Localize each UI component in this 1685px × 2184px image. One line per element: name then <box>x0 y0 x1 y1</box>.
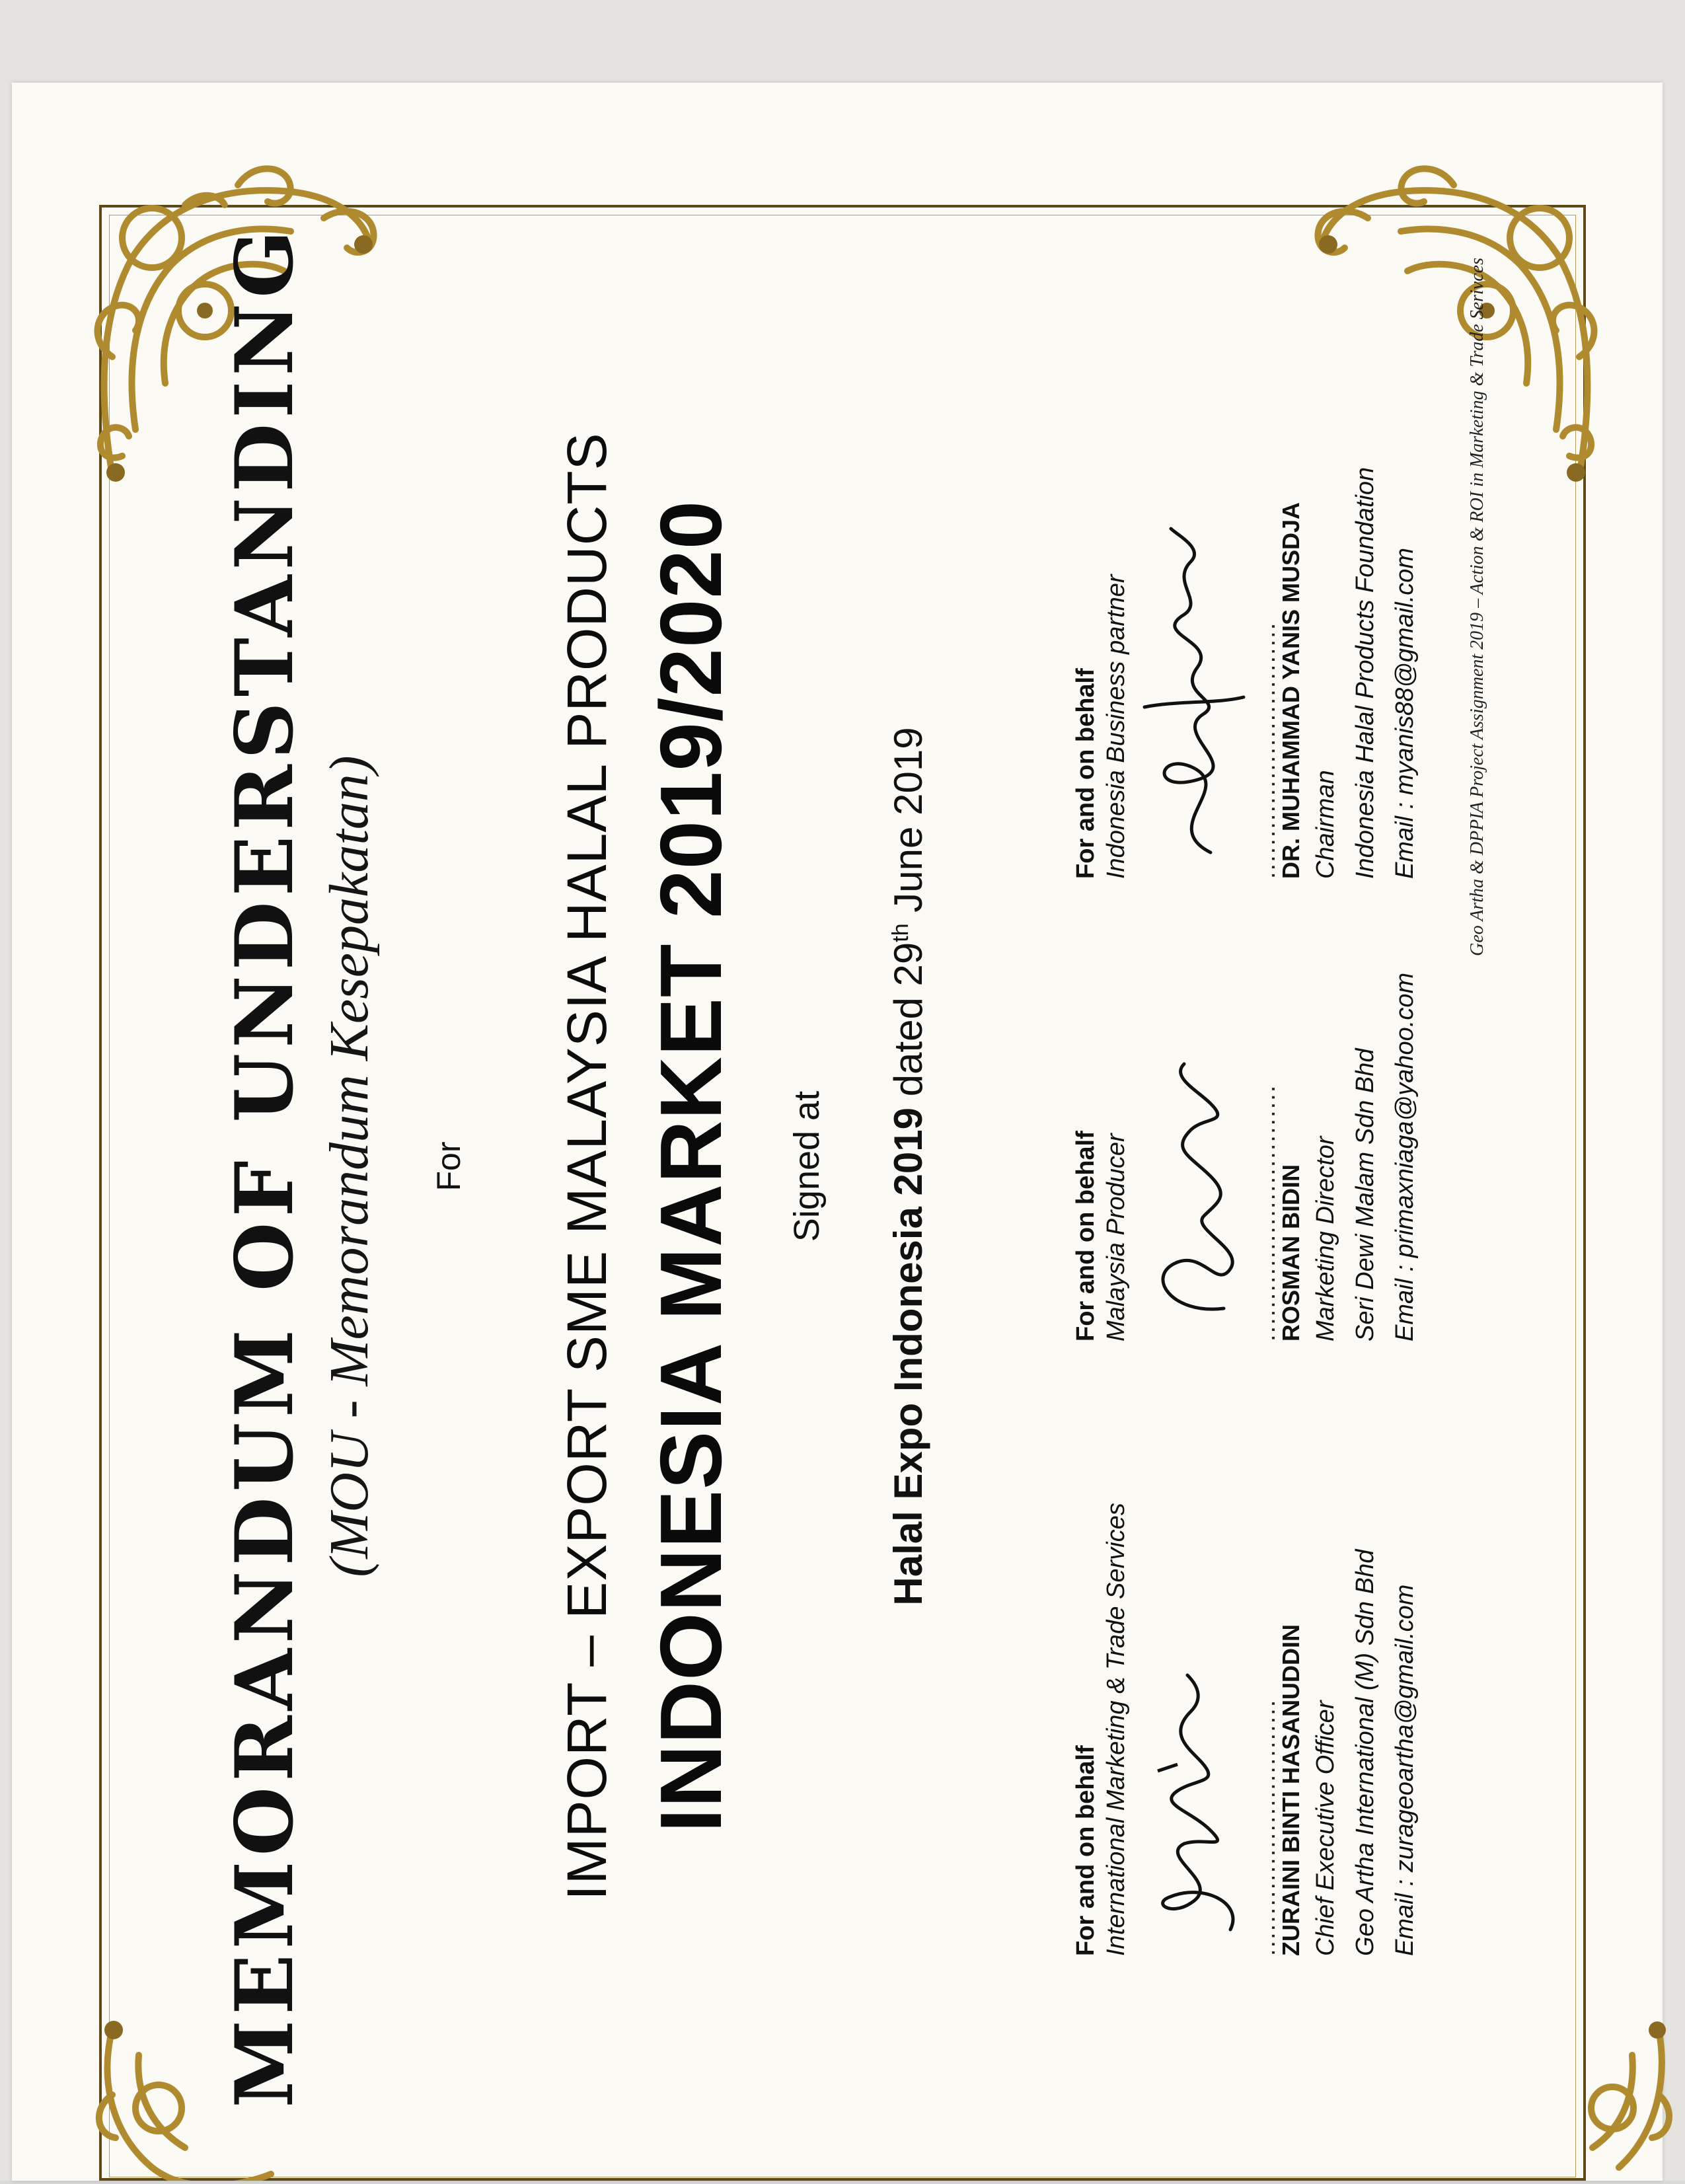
signatory-party: Malaysia Producer <box>1102 1133 1130 1341</box>
signature-line: ............................... <box>1253 1084 1281 1341</box>
handwritten-signature-2 <box>1131 813 1257 1341</box>
project-title: IMPORT – EXPORT SME MALAYSIA HALAL PRODUCTS <box>556 432 618 1901</box>
signature-line: ............................... <box>1253 1698 1281 1956</box>
document-title: MEMORANDUM OF UNDERSTANDING <box>218 225 311 2108</box>
venue-dated-text: dated 29 <box>886 942 930 1097</box>
signatory-for-behalf: For and on behalf <box>1072 668 1100 879</box>
venue-event: Halal Expo Indonesia 2019 <box>886 1107 930 1606</box>
handwritten-signature-3 <box>1131 350 1257 879</box>
signatory-block-2 <box>1070 813 1425 1341</box>
ornament-corner-bottom-right <box>1513 2015 1685 2181</box>
signatory-email: Email : myanis88@gmail.com <box>1391 547 1419 879</box>
signatory-role: Marketing Director <box>1312 1136 1339 1341</box>
signatory-email: Email : primaxniaga@yahoo.com <box>1391 972 1419 1341</box>
document-subtitle: (MOU - Memorandum Kesepakatan) <box>318 755 380 1577</box>
signature-line: ............................... <box>1253 621 1281 879</box>
certificate-content <box>119 225 1520 2108</box>
signatory-party: International Marketing & Trade Services <box>1102 1503 1130 1956</box>
for-label: For <box>430 1141 467 1191</box>
footer-note: Geo Artha & DPPIA Project Assignment 2019 – Action & ROI in Marketing & Trade Serivces <box>1467 258 1487 956</box>
market-title: INDONESIA MARKET 2019/2020 <box>642 500 739 1833</box>
signatory-party: Indonesia Business partner <box>1102 574 1130 879</box>
venue-day-suffix: th <box>888 923 913 942</box>
signatory-for-behalf: For and on behalf <box>1072 1745 1100 1956</box>
signatory-company: Indonesia Halal Products Foundation <box>1351 467 1379 879</box>
signing-venue <box>885 225 931 2108</box>
signatory-email: Email : zurageoartha@gmail.com <box>1391 1584 1419 1956</box>
signatory-name: ROSMAN BIDIN <box>1277 1164 1304 1341</box>
venue-month-year: June 2019 <box>886 727 930 913</box>
signatory-role: Chairman <box>1312 770 1339 879</box>
signed-at-label: Signed at <box>787 1090 827 1242</box>
signatory-for-behalf: For and on behalf <box>1072 1131 1100 1341</box>
signatory-company: Seri Dewi Malam Sdn Bhd <box>1351 1048 1379 1341</box>
signatory-company: Geo Artha International (M) Sdn Bhd <box>1351 1549 1379 1956</box>
handwritten-signature-1 <box>1131 1427 1257 1956</box>
signatory-name: ZURAINI BINTI HASANUDDIN <box>1277 1624 1304 1956</box>
signatory-name: DR. MUHAMMAD YANIS MUSDJA <box>1277 502 1304 879</box>
signatory-block-3 <box>1070 350 1425 879</box>
signatory-block-1 <box>1070 1427 1425 1956</box>
signatory-role: Chief Executive Officer <box>1312 1700 1339 1956</box>
